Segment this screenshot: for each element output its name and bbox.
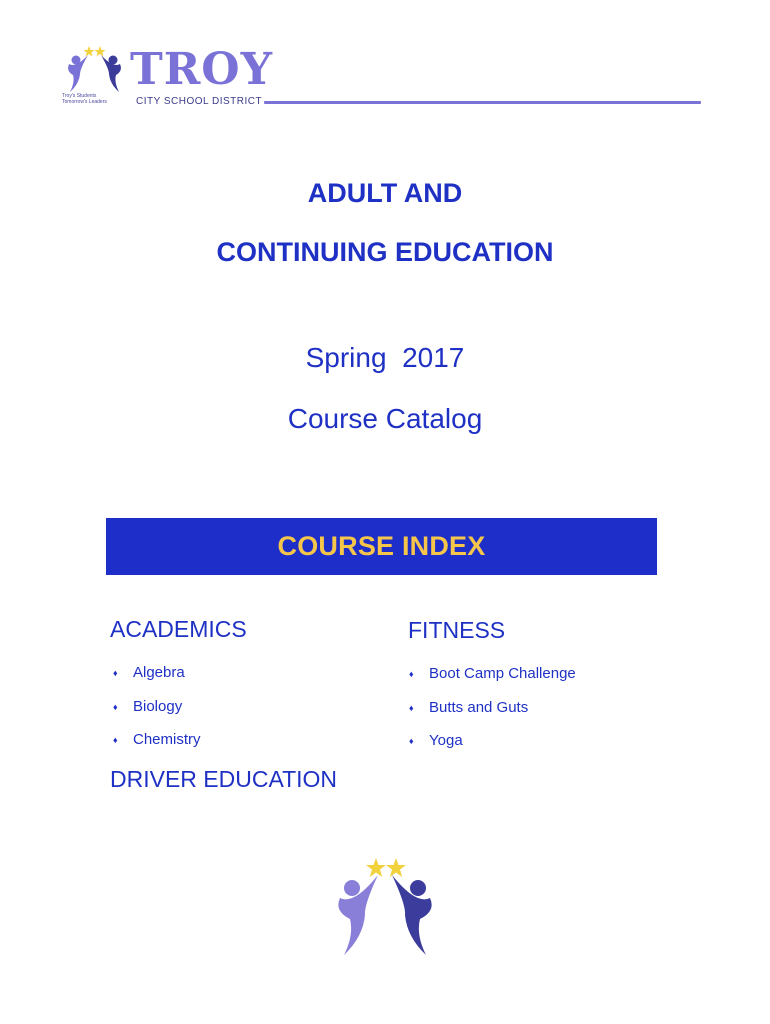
fitness-list	[409, 665, 576, 766]
course-name: Chemistry	[133, 731, 201, 748]
diamond-bullet-icon: ♦	[113, 735, 118, 745]
course-name: Yoga	[429, 732, 463, 749]
term-title: Spring 2017	[305, 342, 465, 373]
diamond-bullet-icon: ♦	[113, 701, 118, 712]
high-five-figures-icon	[62, 44, 128, 94]
logo-wordmark: TROY	[130, 44, 274, 95]
diamond-bullet-icon: ♦	[409, 736, 414, 746]
academics-heading: ACADEMICS	[110, 616, 247, 642]
course-index-banner	[106, 518, 657, 575]
logo-district-name: CITY SCHOOL DISTRICT	[136, 96, 263, 107]
course-name: Boot Camp Challenge	[429, 665, 576, 682]
course-index-label: COURSE INDEX	[277, 531, 486, 561]
academics-list	[113, 664, 201, 765]
list-item	[113, 731, 201, 765]
title-line-1: ADULT AND	[307, 178, 463, 208]
list-item	[113, 698, 201, 732]
course-name: Algebra	[133, 664, 185, 681]
course-name: Biology	[133, 697, 183, 715]
driver-education-heading: DRIVER EDUCATION	[110, 766, 338, 792]
catalog-title: Course Catalog	[287, 403, 483, 434]
course-name: Butts and Guts	[429, 698, 529, 716]
diamond-bullet-icon: ♦	[113, 668, 118, 678]
list-item	[409, 665, 576, 699]
list-item	[409, 732, 576, 766]
logo-tagline-line2: Tomorrow's Leaders	[62, 99, 107, 105]
troy-logo	[62, 44, 277, 114]
logo-tagline-line1: Troy's Students	[62, 93, 97, 99]
diamond-bullet-icon: ♦	[409, 669, 414, 679]
list-item	[409, 699, 576, 733]
logo-tagline	[62, 93, 122, 105]
fitness-heading: FITNESS	[408, 617, 506, 643]
list-item	[113, 664, 201, 698]
high-five-figures-icon	[330, 853, 440, 958]
title-line-2: CONTINUING EDUCATION	[216, 237, 554, 267]
header-divider	[264, 101, 701, 104]
diamond-bullet-icon: ♦	[409, 702, 414, 713]
